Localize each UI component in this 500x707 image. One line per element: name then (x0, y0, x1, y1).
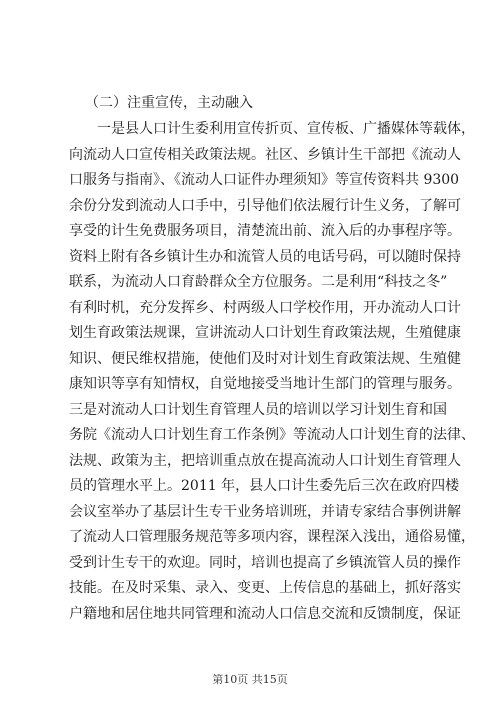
text-line: 资料上附有各乡镇计生办和流管人员的电话号码，可以随时保持 (69, 248, 461, 265)
body-paragraph (69, 117, 475, 627)
section-heading: （二）注重宣传，主动融入 (85, 95, 253, 111)
text-line: 一是县人口计生委利用宣传折页、宣传板、广播媒体等载体， (97, 121, 475, 137)
text-line: 法规、政策为主，把培训重点放在提高流动人口计划生育管理人 (69, 452, 461, 469)
text-line: 口服务与指南》、《流动人口证件办理须知》等宣传资料共 9300 (69, 172, 460, 188)
text-line: 户籍地和居住地共同管理和流动人口信息交流和反馈制度，保证 (69, 605, 461, 622)
text-line: 向流动人口宣传相关政策法规。社区、乡镇计生干部把《流动人 (69, 146, 461, 163)
text-line: 有利时机，充分发挥乡、村两级人口学校作用，开办流动人口计 (69, 299, 461, 316)
page-number: 第10页 共15页 (212, 673, 288, 686)
text-line: 康知识等享有知情权，自觉地接受当地计生部门的管理与服务。 (69, 376, 461, 392)
text-line: 三是对流动人口计划生育管理人员的培训以学习计划生育和国 (69, 401, 447, 418)
text-line: 务院《流动人口计划生育工作条例》等流动人口计划生育的法律、 (69, 427, 475, 443)
text-line: 技能。在及时采集、录入、变更、上传信息的基础上，抓好落实 (69, 580, 461, 596)
text-line: 了流动人口管理服务规范等多项内容，课程深入浅出，通俗易懂， (69, 529, 475, 545)
text-line: 享受的计生免费服务项目，清楚流出前、流入后的办事程序等。 (69, 223, 461, 239)
text-line: 联系，为流动人口育龄群众全方位服务。二是利用“科技之冬” (69, 274, 448, 290)
text-line: 知识、便民维权措施，使他们及时对计划生育政策法规、生殖健 (69, 350, 461, 367)
text-line: 员的管理水平上。2011 年，县人口计生委先后三次在政府四楼 (69, 478, 460, 494)
text-line: 受到计生专干的欢迎。同时，培训也提高了乡镇流管人员的操作 (69, 554, 461, 571)
text-line: 余份分发到流动人口手中，引导他们依法履行计生义务，了解可 (69, 197, 461, 214)
text-line: 划生育政策法规课，宣讲流动人口计划生育政策法规，生殖健康 (69, 325, 461, 341)
text-line: 会议室举办了基层计生专干业务培训班，并请专家结合事例讲解 (69, 503, 461, 520)
